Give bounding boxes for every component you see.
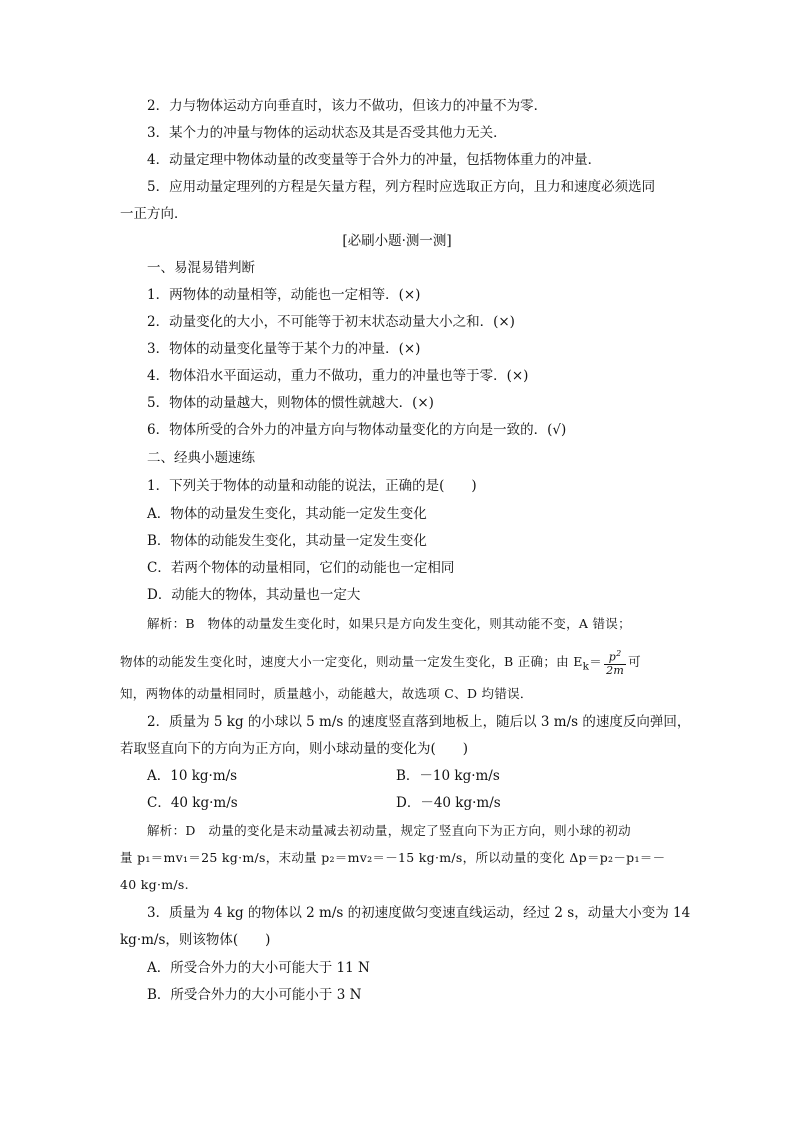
question-2-option-a: A．10 kg·m/s — [147, 768, 238, 784]
point-3: 3．某个力的冲量与物体的运动状态及其是否受其他力无关． — [147, 125, 507, 141]
judgement-item-2: 2．动量变化的大小，不可能等于初末状态动量大小之和．(×) — [147, 314, 515, 330]
question-3-option-b: B．所受合外力的大小可能小于 3 N — [147, 987, 362, 1003]
judgement-item-4: 4．物体沿水平面运动，重力不做功，重力的冲量也等于零．(×) — [147, 368, 529, 384]
question-1-solution-line-1: 解析：B 物体的动量发生变化时，如果只是方向发生变化，则其动能不变，A 错误； — [147, 616, 631, 631]
question-3-option-a: A．所受合外力的大小可能大于 11 N — [147, 960, 370, 976]
question-2-solution-line-2: 量 p₁＝mv₁＝25 kg·m/s，末动量 p₂＝mv₂＝－15 kg·m/s，所以动量的变化 Δp＝p₂－p₁＝－ — [120, 850, 666, 865]
question-3-stem-line-1: 3．质量为 4 kg 的物体以 2 m/s 的初速度做匀变速直线运动，经过 2 s，动量大小变为 14 — [147, 905, 691, 921]
point-5-line-2: 一正方向． — [120, 206, 188, 222]
judgement-item-3: 3．物体的动量变化量等于某个力的冲量．(×) — [147, 341, 421, 357]
question-1-option-c: C．若两个物体的动量相同，它们的动能也一定相同 — [147, 560, 455, 576]
part1-heading: 一、易混易错判断 — [147, 260, 255, 276]
kinetic-energy-fraction: $\frac{p^2}{2m}$ — [606, 649, 625, 677]
question-2-stem-line-1: 2．质量为 5 kg 的小球以 5 m/s 的速度竖直落到地板上，随后以 3 m/s 的速度反向弹回， — [147, 714, 691, 730]
question-2-solution-line-3: 40 kg·m/s. — [120, 877, 189, 892]
judgement-item-6: 6．物体所受的合外力的冲量方向与物体动量变化的方向是一致的．(√) — [147, 422, 567, 438]
question-1-solution-line-2: 物体的动能发生变化时，速度大小一定变化，则动量一定发生变化，B 正确；由 $E_k=$ $\frac{p^2}{2m}$ 可 — [120, 649, 641, 677]
section-title: [必刷小题·测一测] — [342, 233, 452, 249]
question-1-option-d: D．动能大的物体，其动量也一定大 — [147, 587, 361, 603]
point-4: 4．动量定理中物体动量的改变量等于合外力的冲量，包括物体重力的冲量． — [147, 152, 602, 168]
question-3-stem-line-2: kg·m/s，则该物体( ) — [120, 932, 271, 948]
question-2-solution-line-1: 解析：D 动量的变化是末动量减去初动量，规定了竖直向下为正方向，则小球的初动 — [147, 823, 631, 838]
judgement-item-1: 1．两物体的动量相等，动能也一定相等．(×) — [147, 287, 421, 303]
part2-heading: 二、经典小题速练 — [147, 450, 255, 466]
question-2-option-b: B．－10 kg·m/s — [396, 768, 500, 784]
question-2-stem-line-2: 若取竖直向下的方向为正方向，则小球动量的变化为( ) — [120, 741, 469, 757]
judgement-item-5: 5．物体的动量越大，则物体的惯性就越大．(×) — [147, 395, 434, 411]
point-2: 2．力与物体运动方向垂直时，该力不做功，但该力的冲量不为零． — [147, 98, 548, 114]
point-5-line-1: 5．应用动量定理列的方程是矢量方程，列方程时应选取正方向，且力和速度必须选同 — [147, 179, 656, 195]
question-1-option-a: A．物体的动量发生变化，其动能一定发生变化 — [147, 506, 427, 522]
question-1-stem: 1．下列关于物体的动量和动能的说法，正确的是( ) — [147, 478, 477, 494]
question-2-option-c: C．40 kg·m/s — [147, 795, 238, 811]
question-1-solution-line-3: 知，两物体的动量相同时，质量越小，动能越大，故选项 C、D 均错误． — [120, 686, 533, 701]
question-1-option-b: B．物体的动能发生变化，其动量一定发生变化 — [147, 533, 427, 549]
question-2-option-d: D．－40 kg·m/s — [396, 795, 501, 811]
